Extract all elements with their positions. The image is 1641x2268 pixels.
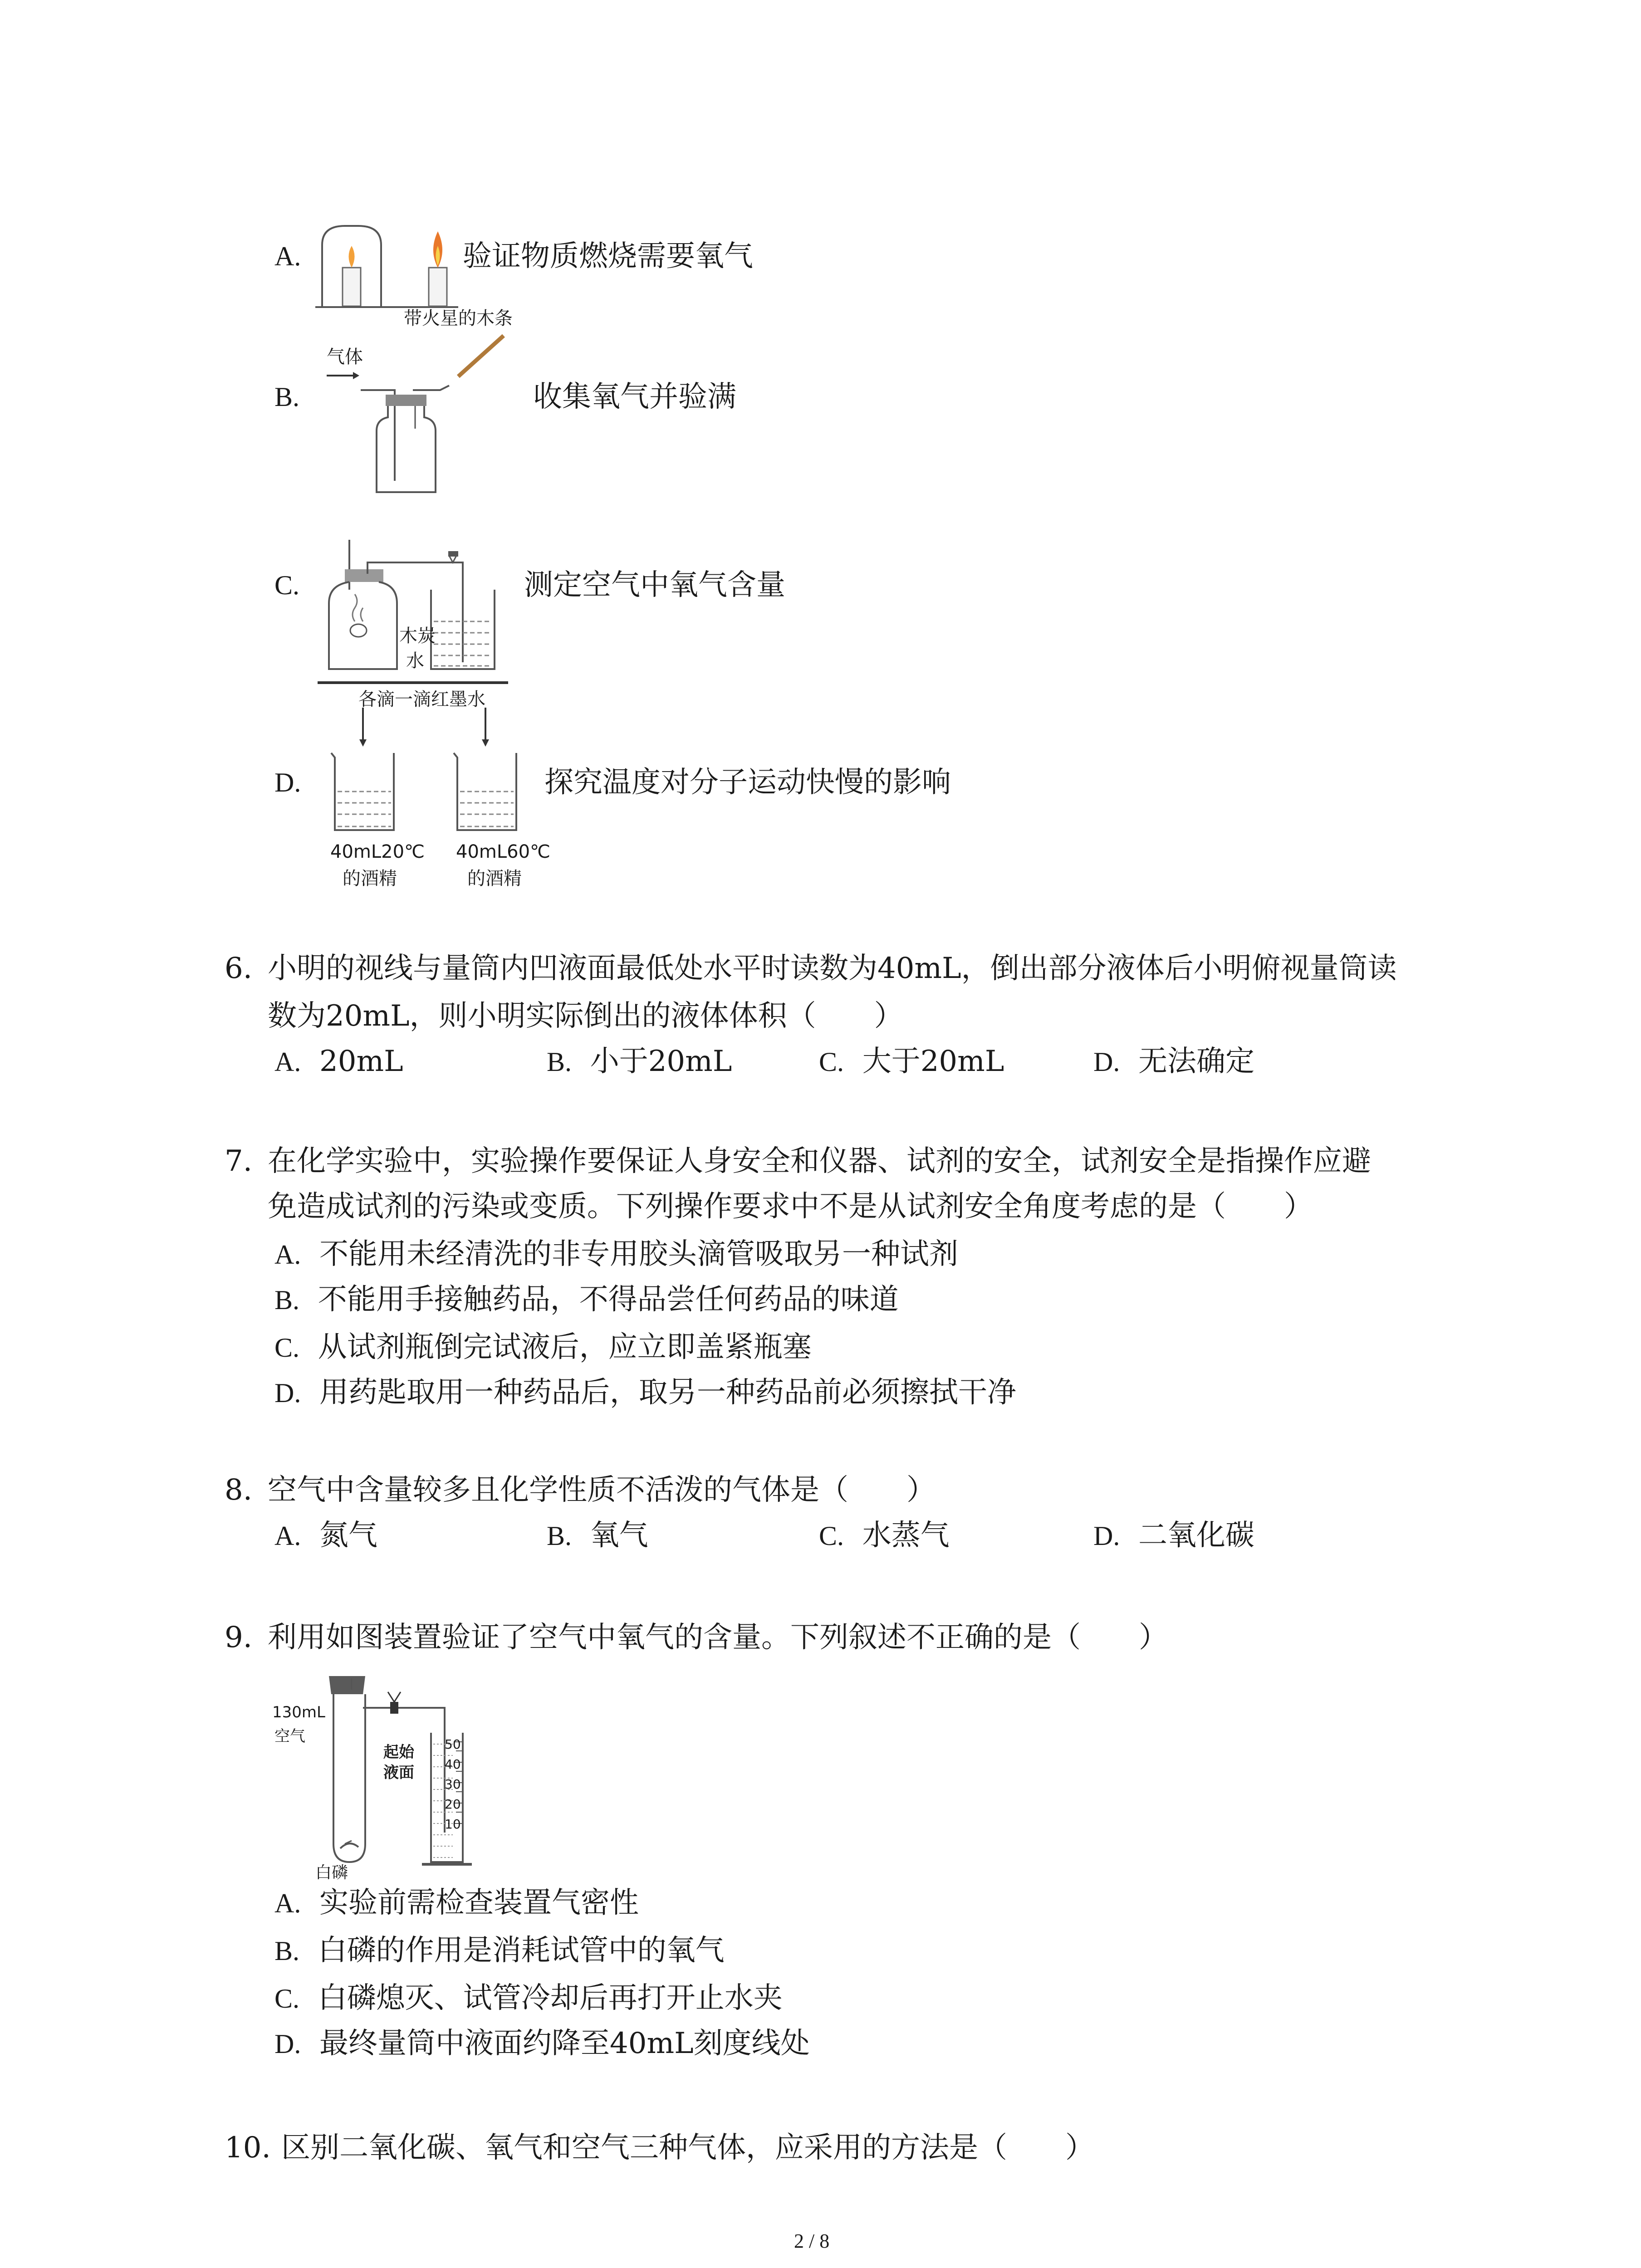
beaker2-label-2: 的酒精 (467, 868, 522, 889)
q5-option-c-text: 测定空气中氧气含量 (524, 568, 785, 602)
beaker1-label-1: 40mL20℃ (330, 841, 425, 862)
q5-option-a-text: 验证物质燃烧需要氧气 (463, 240, 753, 273)
q6-option-c: C. 大于20mL (819, 1045, 1004, 1078)
q10-number: 10. (225, 2131, 271, 2165)
q5-option-b-text: 收集氧气并验满 (533, 380, 736, 414)
q7-number: 7. (225, 1144, 253, 1178)
q6-number: 6. (225, 952, 253, 985)
q5-option-a-letter: A. (274, 241, 301, 271)
splint-label: 带火星的木条 (404, 308, 513, 329)
q8-option-a: A. 氮气 (274, 1519, 378, 1552)
q9-line-1: 利用如图装置验证了空气中氧气的含量。下列叙述不正确的是（ ） (268, 1621, 1168, 1654)
q8-option-c: C. 水蒸气 (819, 1519, 950, 1552)
charcoal-label: 木炭 (399, 626, 436, 646)
beaker1-label-2: 的酒精 (343, 868, 397, 889)
q5-option-c-letter: C. (274, 570, 300, 600)
q5-option-d-letter: D. (274, 767, 301, 797)
q8-option-b: B. 氧气 (547, 1519, 648, 1552)
beakers-figure (318, 708, 544, 839)
candle-jar-figure (313, 218, 463, 308)
q9-number: 9. (225, 1621, 253, 1654)
air-label: 空气 (274, 1727, 305, 1745)
water-label: 水 (406, 650, 424, 671)
q6-option-d: D. 无法确定 (1093, 1045, 1255, 1078)
q9-option-c: C. 白磷熄灭、试管冷却后再打开止水夹 (274, 1981, 783, 2015)
start-level-label-1: 起始 (383, 1743, 414, 1761)
red-ink-label: 各滴一滴红墨水 (358, 689, 485, 710)
phosphorus-label: 白磷 (315, 1863, 348, 1882)
q7-option-c: C. 从试剂瓶倒完试液后，应立即盖紧瓶塞 (274, 1330, 812, 1364)
q8-number: 8. (225, 1473, 253, 1507)
q7-line-1: 在化学实验中，实验操作要保证人身安全和仪器、试剂的安全，试剂安全是指操作应避 (268, 1144, 1371, 1178)
charcoal-apparatus-figure (318, 531, 535, 689)
q7-option-a: A. 不能用未经清洗的非专用胶头滴管吸取另一种试剂 (274, 1237, 959, 1271)
page-number: 2 / 8 (794, 2230, 830, 2252)
q6-option-a: A. 20mL (274, 1045, 403, 1078)
cylinder-scale: 50 40 30 20 10 (445, 1737, 461, 1832)
q7-option-d: D. 用药匙取用一种药品后，取另一种药品前必须擦拭干净 (274, 1376, 1017, 1409)
q10-line-1: 区别二氧化碳、氧气和空气三种气体，应采用的方法是（ ） (281, 2131, 1094, 2165)
q7-option-b: B. 不能用手接触药品，不得品尝任何药品的味道 (274, 1283, 899, 1316)
start-level-label-2: 液面 (383, 1764, 414, 1782)
q8-option-d: D. 二氧化碳 (1093, 1519, 1255, 1552)
q8-line-1: 空气中含量较多且化学性质不活泼的气体是（ ） (268, 1473, 936, 1507)
q7-line-2: 免造成试剂的污染或变质。下列操作要求中不是从试剂安全角度考虑的是（ ） (268, 1190, 1313, 1223)
q6-line-2: 数为20mL，则小明实际倒出的液体体积（ ） (268, 999, 903, 1033)
gas-bottle-figure (318, 327, 508, 499)
gas-label: 气体 (327, 347, 363, 367)
beaker2-label-1: 40mL60℃ (456, 841, 550, 862)
q9-option-b: B. 白磷的作用是消耗试管中的氧气 (274, 1934, 725, 1967)
q6-option-b: B. 小于20mL (547, 1045, 732, 1078)
air-volume-label: 130mL (272, 1703, 325, 1721)
q9-option-d: D. 最终量筒中液面约降至40mL刻度线处 (274, 2027, 810, 2060)
q5-option-d-text: 探究温度对分子运动快慢的影响 (544, 766, 951, 799)
q6-line-1: 小明的视线与量筒内凹液面最低处水平时读数为40mL，倒出部分液体后小明俯视量筒读 (268, 952, 1397, 985)
q9-option-a: A. 实验前需检查装置气密性 (274, 1886, 639, 1920)
q5-option-b-letter: B. (274, 382, 300, 412)
